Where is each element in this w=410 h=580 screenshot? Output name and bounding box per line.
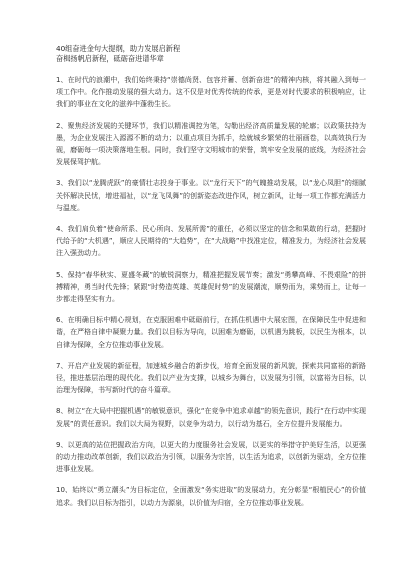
paragraph-item <box>56 314 366 351</box>
paragraph-content: 保持“春华秋实、夏盛冬藏”的敏锐洞察力，精准把握发展节奏；激发“勇攀高峰、不畏艰险”的拼搏精神，勇当时代先锋；紧跟“时势造英雄、英雄促时势”的发展潮流，顺势而为，乘势而上，让每一步都走得坚实有力。 <box>56 270 366 304</box>
paragraph-number: 7、 <box>56 361 68 370</box>
paragraph-text <box>56 120 366 169</box>
paragraph-text <box>56 74 366 111</box>
paragraph-number: 8、 <box>56 407 68 416</box>
paragraph-content: 聚焦经济发展的关键环节，我们以精准调控为笔，勾勒出经济高质量发展的轮廓；以政策扶持为墨，为企业发展注入源源不断的动力；以重点项目为抓手，绘就城乡繁荣的壮丽画卷，以高效执行为砚，磨砺每一项决策落地生根。同时，我们坚守文明城市的荣誉，筑牢安全发展的底线，为经济社会发展保驾护航。 <box>56 121 366 167</box>
paragraph-text <box>56 314 366 351</box>
paragraph-item <box>56 439 366 476</box>
paragraph-item <box>56 74 366 111</box>
document-title: 40组奋进金句大提纲，助力发展启新程 <box>56 44 181 53</box>
paragraph-item <box>56 405 366 429</box>
paragraph-content: 在时代的浪潮中，我们始终秉持“崇德尚贤、包容并蓄、创新奋进”的精神内核，将其融入到每一项工作中。化作推动发展的强大动力。这不仅是对优秀传统的传承，更是对时代要求的积极响应，让我们的事业在文化的滋养中蓬勃生长。 <box>56 76 366 109</box>
paragraph-item <box>56 269 366 306</box>
paragraph-content: 树立“在大局中把握机遇”的敏锐意识，强化“在竞争中追求卓越”的领先意识，践行“在行动中实现发展”的责任意识。我们以大局为视野，以竞争为动力，以行动为基石，全方位提升发展能力。 <box>56 407 366 428</box>
paragraph-content: 我们肩负着“使命所系、民心所向、发展所需”的重任，必须以坚定的信念和果敢的行动，把握时代给予的“大机遇”，顺应人民期待的“大趋势”，在“大战略”中找准定位，精准发力，为经济社会发展注入强劲动力。 <box>56 225 366 258</box>
paragraph-text <box>56 484 366 508</box>
paragraph-text <box>56 439 366 476</box>
paragraph-content: 以更高的站位把握政治方向，以更大的力度服务社会发展，以更实的举措守护美好生活，以更强的动力推动改革创新，我们以政治为引领，以服务为宗旨，以生活为追求，以创新为驱动，全方位推进事业发展。 <box>56 440 366 474</box>
paragraph-text <box>56 223 366 260</box>
paragraph-item <box>56 360 366 397</box>
paragraph-text <box>56 269 366 306</box>
paragraph-number: 9、 <box>56 440 68 449</box>
paragraph-number: 1、 <box>56 76 68 84</box>
paragraph-content: 在明确目标中精心规划，在克服困难中砥砺前行，在抓住机遇中大展宏图，在保障民生中促进和谐，在严格自律中凝聚力量。我们以目标为导向，以困难为磨砺，以机遇为跳板，以民生为根本，以自律为保障，全方位推动事业发展。 <box>56 316 366 349</box>
paragraph-content: 开启产业发展的新征程，加速城乡融合的新步伐，培育全面发展的新风貌，探索共同富裕的新路径，推进基层治理的现代化。我们以产业为支撑，以城乡为舞台，以发展为引领，以富裕为目标，以治理为保障，书写新时代的奋斗篇章。 <box>56 361 366 395</box>
paragraph-number: 3、 <box>56 179 68 188</box>
paragraph-number: 4、 <box>56 225 68 234</box>
paragraph-item <box>56 484 366 508</box>
paragraph-text <box>56 405 366 429</box>
paragraph-content: 始终以“勇立潮头”为目标定位，全面激发“务实进取”的发展动力，充分彰显“根植民心”的价值追求。我们以目标为指引，以动力为源泉，以价值为归宿，全方位推动事业发展。 <box>56 486 366 507</box>
paragraph-text <box>56 360 366 397</box>
paragraph-content: 我们以“龙腾虎跃”的豪情壮志投身于事业。以“龙行天下”的气魄推动发展，以“龙心凤胆”的细腻关怀解决民忧，增进福祉，以“龙飞凤舞”的创新姿态改进作风，树立新风，让每一项工作都充满活力与温度。 <box>56 179 366 212</box>
paragraph-number: 5、 <box>56 270 68 279</box>
paragraph-number: 6、 <box>56 316 68 325</box>
paragraph-item <box>56 223 366 260</box>
paragraph-item <box>56 120 366 169</box>
paragraph-text <box>56 177 366 214</box>
paragraph-item <box>56 177 366 214</box>
paragraph-list <box>56 74 366 509</box>
paragraph-number: 10、 <box>56 486 73 495</box>
paragraph-number: 2、 <box>56 121 68 130</box>
document-subtitle: 奋楫扬帆启新程，砥砺奋进谱华章 <box>56 54 164 63</box>
